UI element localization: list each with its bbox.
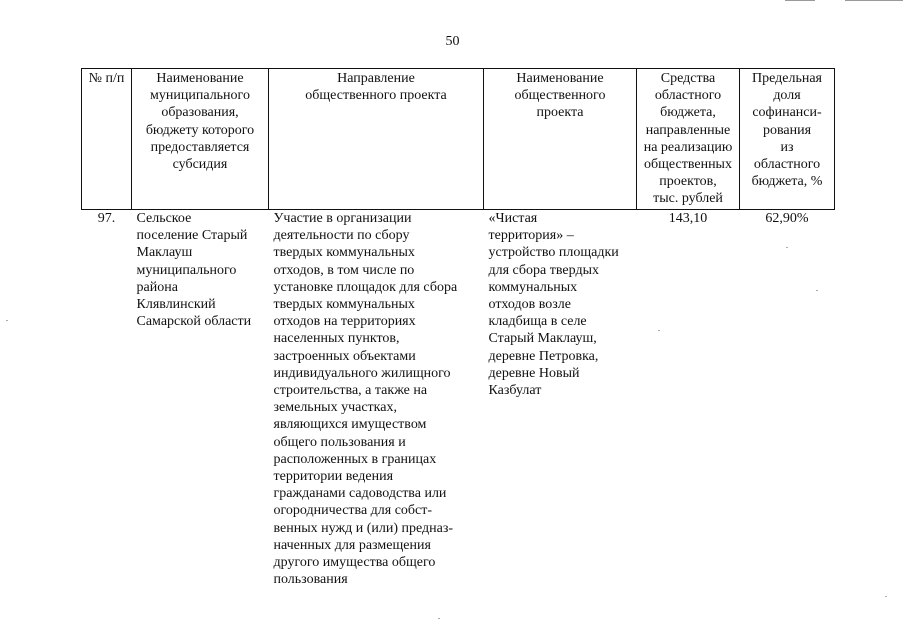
scan-speck [438, 618, 440, 619]
table-row [82, 210, 835, 589]
cell-share: 62,90% [765, 211, 809, 226]
subsidy-table [81, 68, 835, 588]
header-direction: Направление общественного проекта [269, 69, 484, 210]
cell-direction: Участие в организации деятельности по сбору твердых коммунальных отходов, в том числе по установке площадок для сбора твердых коммунальных отходов на территориях населенных пунктов, застроенных объектами индивидуального жилищного строительства, а также на земельных участках, являющихся имуществом общего пользования и расположенных в границах территории ведения гражданами садоводства или огородничества для собст- венных нужд и (или) предназ- наченных для размещения другого имущества общего пользования [273, 211, 458, 588]
scan-speck [786, 247, 788, 248]
table-header [82, 69, 835, 210]
cell-project-name: «Чистая территория» – устройство площадки для сбора твердых коммунальных отходов возле кладбища в селе Старый Маклауш, деревне Петровка, деревне Новый Казбулат [488, 211, 619, 399]
scan-speck [6, 320, 8, 321]
page-number: 50 [445, 34, 460, 49]
cell-municipality: Сельское поселение Старый Маклауш муниципального района Клявлинский Самарской области [136, 211, 252, 330]
header-row [82, 69, 835, 210]
header-no: № п/п [82, 69, 132, 210]
scan-edge-marks [785, 0, 905, 3]
header-municipality: Наименование муниципального образования, бюджету которого предоставляется субсидия [132, 69, 269, 210]
scan-speck [658, 330, 660, 331]
table-body [82, 210, 835, 589]
header-share: Предельная доля софинанси- рования из областного бюджета, % [740, 69, 835, 210]
cell-funds: 143,10 [668, 211, 708, 226]
header-project-name: Наименование общественного проекта [484, 69, 637, 210]
header-funds: Средства областного бюджета, направленные на реализацию общественных проектов, тыс. рублей [637, 69, 740, 210]
scan-speck [885, 596, 887, 597]
cell-row-number: 97. [97, 211, 116, 226]
scan-speck [816, 290, 818, 291]
